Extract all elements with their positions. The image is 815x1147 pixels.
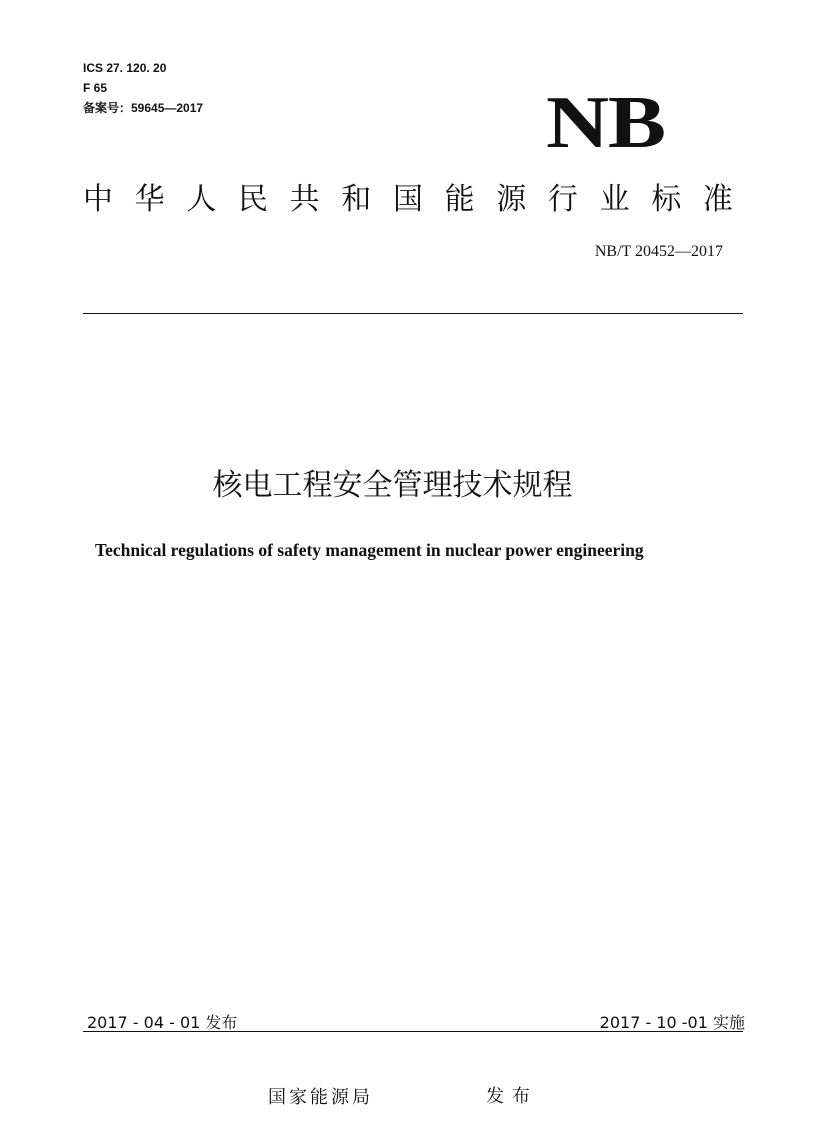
record-number: 备案号：59645—2017 [83, 101, 204, 115]
publisher-name: 国家能源局 [268, 1087, 373, 1108]
ics-code: ICS 27. 120. 20 [83, 61, 167, 75]
release-date: 2017 - 04 - 01 发布 [87, 1013, 238, 1032]
title-char: 国 [392, 182, 423, 217]
title-char: 业 [599, 182, 630, 217]
title-char: 人 [186, 182, 217, 217]
title-char: 和 [341, 182, 372, 217]
title-char: 行 [547, 182, 578, 217]
title-char: 民 [237, 182, 268, 217]
standard-category-title [83, 180, 733, 220]
title-char: 中 [83, 182, 113, 217]
classification-block [83, 58, 203, 118]
nb-logo: NB [546, 82, 665, 164]
publish-label: 发布 [486, 1086, 538, 1107]
title-char: 华 [134, 182, 165, 217]
title-char: 准 [702, 182, 733, 217]
implementation-date: 2017 - 10 -01 实施 [599, 1013, 745, 1032]
title-char: 标 [651, 182, 682, 217]
document-title-english: Technical regulations of safety management in nuclear power engineering [95, 540, 644, 560]
title-char: 源 [496, 182, 527, 217]
classification-code: F 65 [83, 81, 108, 95]
title-char: 共 [289, 182, 320, 217]
document-title-chinese: 核电工程安全管理技术规程 [212, 468, 573, 503]
standard-code: NB/T 20452—2017 [594, 243, 723, 260]
bottom-divider [83, 1031, 743, 1032]
title-char: 能 [444, 182, 475, 217]
top-divider [83, 313, 743, 314]
